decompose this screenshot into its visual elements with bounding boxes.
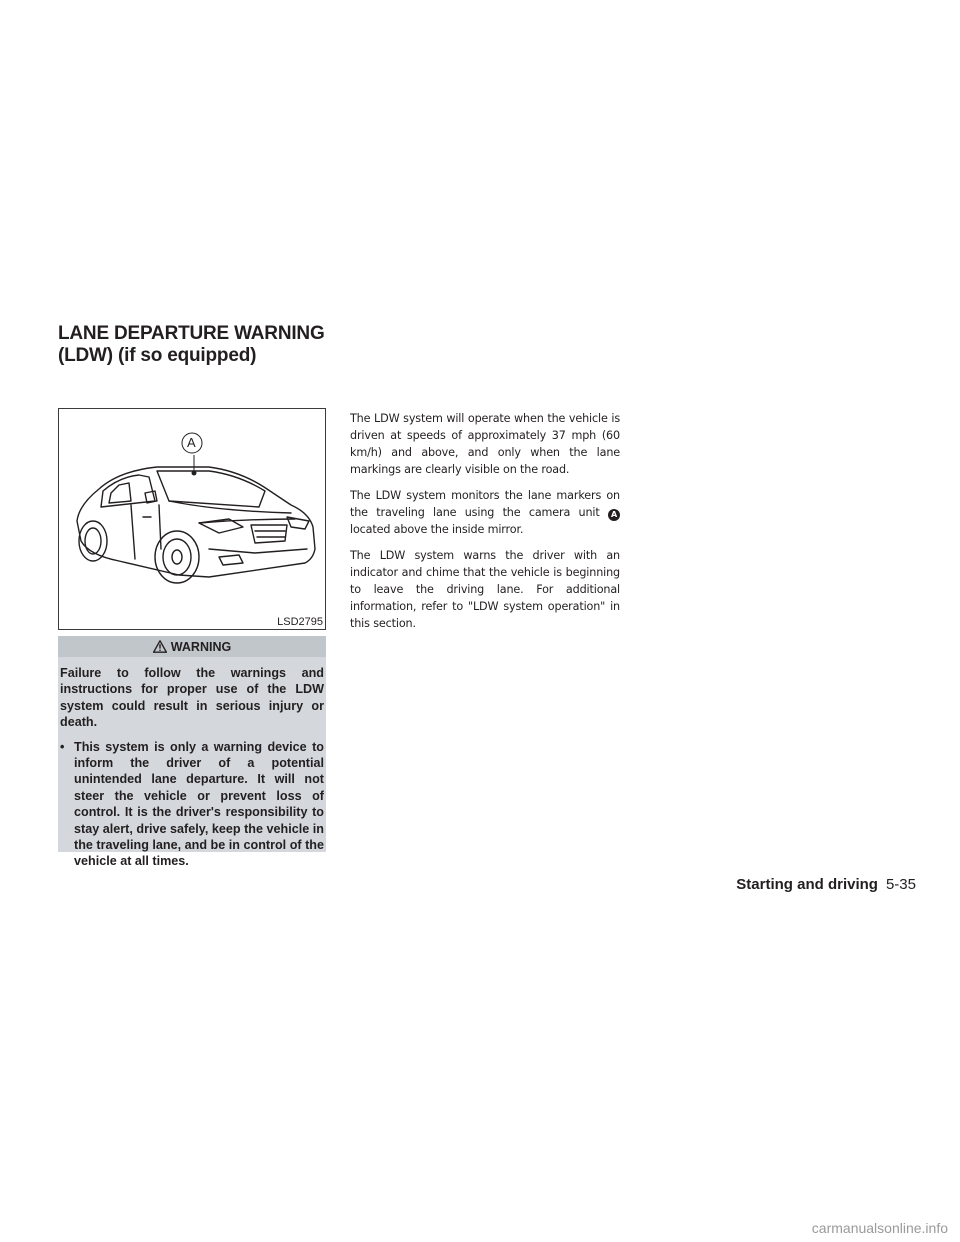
paragraph-camera-text: The LDW system monitors the lane markers on the traveling lane using the camera unit bbox=[350, 489, 620, 519]
watermark: carmanualsonline.info bbox=[811, 1220, 948, 1236]
warning-triangle-icon bbox=[153, 640, 167, 653]
page-footer bbox=[736, 876, 916, 893]
figure-code: LSD2795 bbox=[277, 616, 323, 628]
page-number: 5-35 bbox=[885, 876, 916, 893]
chapter-title: Starting and driving bbox=[736, 876, 878, 893]
paragraph-operation-speed: The LDW system will operate when the vehicle is driven at speeds of approximately 37 mph (60 km/h) and above, and only when the lane markings are clearly visible on the road. bbox=[350, 412, 620, 476]
warning-body bbox=[60, 657, 324, 870]
paragraph-camera bbox=[350, 487, 620, 538]
warning-bullet bbox=[60, 739, 324, 870]
body-text bbox=[350, 410, 620, 641]
section-title: LANE DEPARTURE WARNING (LDW) (if so equipped) bbox=[58, 323, 325, 366]
paragraph-warning-behavior: The LDW system warns the driver with an indicator and chime that the vehicle is beginning to leave the driving lane. For additional information, refer to "LDW system operation" in this section. bbox=[350, 549, 620, 630]
bullet-mark: • bbox=[60, 739, 65, 754]
warning-box bbox=[58, 636, 326, 869]
paragraph-camera-text-end: located above the inside mirror. bbox=[350, 523, 524, 536]
vehicle-illustration bbox=[58, 408, 326, 630]
callout-label: A bbox=[187, 435, 196, 450]
warning-heading: WARNING bbox=[170, 639, 232, 654]
warning-bullet-text: This system is only a warning device to inform the driver of a potential unintended lane departure. It will not steer the vehicle or prevent loss of control. It is the driver's responsibility to stay alert, drive safely, keep the vehicle in the traveling lane, and be in control of the vehicle at all times. bbox=[74, 739, 324, 869]
callout-marker-a-icon: A bbox=[608, 509, 620, 521]
warning-intro: Failure to follow the warnings and instructions for proper use of the LDW system could result in serious injury or death. bbox=[60, 666, 324, 730]
warning-header bbox=[58, 636, 326, 657]
